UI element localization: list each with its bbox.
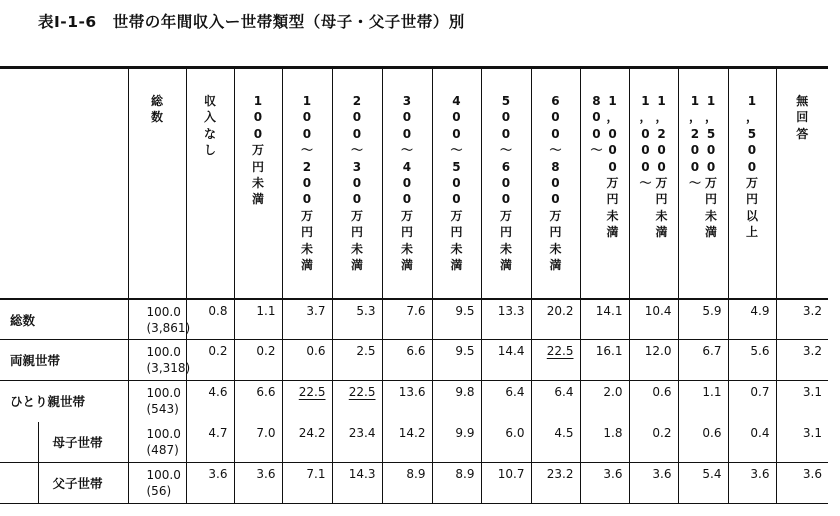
value-cell: 6.4: [531, 381, 580, 422]
value-cell: 6.6: [234, 381, 282, 422]
value-cell: 20.2: [531, 299, 580, 340]
total-cell: 100.0 (543): [128, 381, 186, 422]
row-label: 母子世帯: [38, 422, 128, 463]
value-cell: 9.8: [432, 381, 481, 422]
value-cell: 4.5: [531, 422, 580, 463]
value-cell: 0.8: [186, 299, 234, 340]
header-cell: [186, 68, 234, 299]
row-label: ひとり親世帯: [0, 381, 128, 422]
value-cell: 9.9: [432, 422, 481, 463]
header-cell: [629, 68, 678, 299]
value-cell: 1.1: [678, 381, 728, 422]
header-corner: [0, 68, 128, 299]
value-cell: 6.6: [382, 340, 432, 381]
header-cell: [382, 68, 432, 299]
income-table: [0, 66, 828, 504]
table-row: [0, 463, 828, 504]
value-cell: 9.5: [432, 340, 481, 381]
indent-cell: [0, 422, 38, 463]
header-text: 6 0 0 ～ 8 0 0 万 円 未 満: [549, 94, 562, 273]
header-cell: [728, 68, 776, 299]
value-cell: 0.6: [629, 381, 678, 422]
header-text: 8 0 0 ～ 1 ， 0 0 0 万 円 未 満: [590, 94, 619, 240]
header-text: 4 0 0 ～ 5 0 0 万 円 未 満: [450, 94, 463, 273]
value-cell: 3.2: [776, 340, 828, 381]
value-cell: 2.5: [332, 340, 382, 381]
total-cell: 100.0 (3,861): [128, 299, 186, 340]
value-cell: 5.4: [678, 463, 728, 504]
header-text: 3 0 0 ～ 4 0 0 万 円 未 満: [400, 94, 413, 273]
header-cell: [432, 68, 481, 299]
table-title: 表Ⅰ-1-6 世帯の年間収入ー世帯類型（母子・父子世帯）別: [38, 13, 465, 31]
value-cell: 6.4: [481, 381, 531, 422]
header-text: 5 0 0 ～ 6 0 0 万 円 未 満: [499, 94, 512, 273]
value-cell: 5.9: [678, 299, 728, 340]
header-cell: [580, 68, 629, 299]
value-cell: 7.6: [382, 299, 432, 340]
value-cell: 3.7: [282, 299, 332, 340]
value-cell: 8.9: [432, 463, 481, 504]
value-cell: 14.4: [481, 340, 531, 381]
value-cell: 0.6: [282, 340, 332, 381]
value-cell: 3.6: [186, 463, 234, 504]
header-cell: [776, 68, 828, 299]
header-text: 1 0 0 ～ 2 0 0 万 円 未 満: [300, 94, 313, 273]
value-cell: 3.6: [580, 463, 629, 504]
value-cell: 24.2: [282, 422, 332, 463]
value-cell: 2.0: [580, 381, 629, 422]
value-cell: 3.1: [776, 381, 828, 422]
value-cell: 7.0: [234, 422, 282, 463]
header-text: 1 ， 2 0 0 ～ 1 ， 5 0 0 万 円 未 満: [688, 94, 718, 240]
value-cell: 0.2: [234, 340, 282, 381]
total-cell: 100.0 (487): [128, 422, 186, 463]
value-cell: 22.5: [531, 340, 580, 381]
total-cell: 100.0 (3,318): [128, 340, 186, 381]
value-cell: 14.1: [580, 299, 629, 340]
table-row: [0, 299, 828, 340]
value-cell: 14.2: [382, 422, 432, 463]
value-cell: 0.4: [728, 422, 776, 463]
value-cell: 10.7: [481, 463, 531, 504]
value-cell: 14.3: [332, 463, 382, 504]
value-cell: 0.6: [678, 422, 728, 463]
header-cell: [481, 68, 531, 299]
value-cell: 8.9: [382, 463, 432, 504]
value-cell: 3.1: [776, 422, 828, 463]
total-cell: 100.0 (56): [128, 463, 186, 504]
value-cell: 0.2: [186, 340, 234, 381]
value-cell: 7.1: [282, 463, 332, 504]
header-text: 1 ， 0 0 0 ～ 1 ， 2 0 0 万 円 未 満: [639, 94, 668, 240]
value-cell: 16.1: [580, 340, 629, 381]
value-cell: 3.6: [728, 463, 776, 504]
value-cell: 5.3: [332, 299, 382, 340]
value-cell: 3.6: [234, 463, 282, 504]
value-cell: 13.3: [481, 299, 531, 340]
value-cell: 6.0: [481, 422, 531, 463]
value-cell: 13.6: [382, 381, 432, 422]
row-label: 父子世帯: [38, 463, 128, 504]
table-row: [0, 381, 828, 422]
value-cell: 22.5: [282, 381, 332, 422]
value-cell: 22.5: [332, 381, 382, 422]
row-label: 両親世帯: [0, 340, 128, 381]
header-cell: [531, 68, 580, 299]
row-label: 総数: [10, 312, 36, 328]
header-text: 総 数: [150, 94, 163, 125]
header-cell: [282, 68, 332, 299]
header-text: 2 0 0 ～ 3 0 0 万 円 未 満: [350, 94, 363, 273]
header-row: [0, 68, 828, 299]
value-cell: 10.4: [629, 299, 678, 340]
header-text: 1 ， 5 0 0 万 円 以 上: [745, 94, 758, 240]
value-cell: 3.2: [776, 299, 828, 340]
table-row: [0, 340, 828, 381]
table-row: [0, 422, 828, 463]
header-cell: [234, 68, 282, 299]
header-cell: [678, 68, 728, 299]
header-text: 1 0 0 万 円 未 満: [251, 94, 264, 207]
value-cell: 12.0: [629, 340, 678, 381]
value-cell: 1.8: [580, 422, 629, 463]
indent-cell: [0, 463, 38, 504]
header-text: 無 回 答: [796, 94, 809, 141]
value-cell: 9.5: [432, 299, 481, 340]
value-cell: 6.7: [678, 340, 728, 381]
value-cell: 4.7: [186, 422, 234, 463]
header-cell: [128, 68, 186, 299]
header-text: 収 入 な し: [203, 94, 216, 158]
value-cell: 4.6: [186, 381, 234, 422]
value-cell: 0.2: [629, 422, 678, 463]
value-cell: 1.1: [234, 299, 282, 340]
value-cell: 23.4: [332, 422, 382, 463]
value-cell: 23.2: [531, 463, 580, 504]
value-cell: 3.6: [776, 463, 828, 504]
value-cell: 3.6: [629, 463, 678, 504]
value-cell: 5.6: [728, 340, 776, 381]
header-cell: [332, 68, 382, 299]
value-cell: 0.7: [728, 381, 776, 422]
value-cell: 4.9: [728, 299, 776, 340]
